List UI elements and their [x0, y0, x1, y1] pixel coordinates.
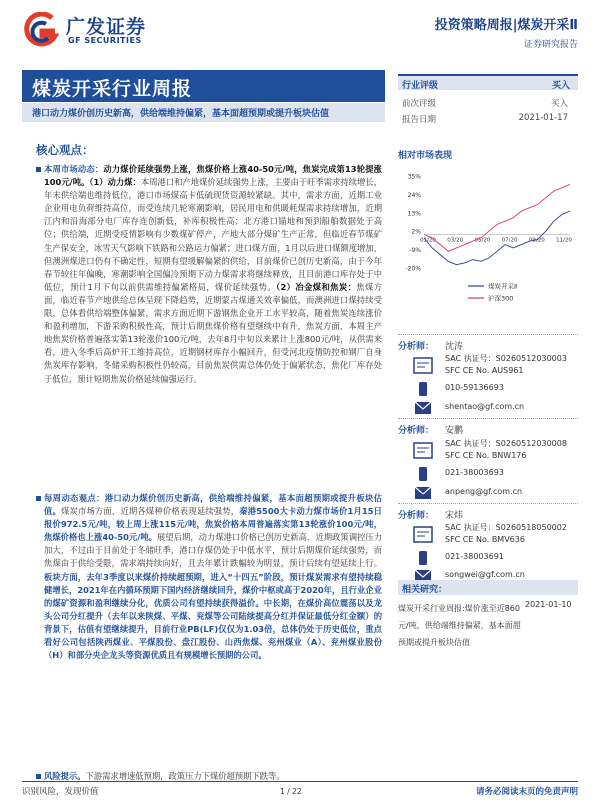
relative-performance-chart: [398, 168, 578, 322]
y-tick-label: 24%: [407, 191, 421, 199]
analyst-email[interactable]: songwei@gf.com.cn: [445, 570, 525, 579]
p2-text: 煤炭市场方面，近期各煤种价格表现延续强势，: [60, 506, 240, 517]
p2-bold2: 秦港5500大卡动力煤市场价1月15日报价972.5元/吨，较上周上涨115元/吨，焦炭价格本周普遍落实第13轮涨价100元/吨，焦煤价格也上涨40-50元/吨。: [44, 506, 382, 543]
analyst-sfc: SFC CE No. AUS961: [445, 366, 524, 375]
analyst-name: 宋炜: [445, 511, 464, 521]
footer-divider: [22, 781, 578, 782]
prev-rating-row: [398, 96, 578, 110]
x-tick-label: 05/20: [474, 237, 491, 244]
report-date-value: 2021-01-17: [518, 113, 568, 123]
certificate-icon: [412, 355, 434, 377]
p1-text: 本周港口和产地煤价延续强势上涨，主要由于旺季需求持续增长，年末供给端也维持低位，港口市场煤高卡低硫现货资源较紧缺。其中，需求方面，近期工业企业用电负荷维持高位，而受连续几轮寒潮影响，居民用电和供暖耗煤需求持续增加，近期江内和沿海部分电厂库存连创新低，补库积极性高；北方港口锚地和预到船舶数据处于高位；供给端，近期受疫情影响有少数煤矿停产，产地大部分煤矿生产正常，但临近春节煤矿生产保安全，冰雪天气影响下铁路和公路运力偏紧；进口煤方面，1月以后进口煤额度增加，但澳洲煤进口仍有不确定性，短期有望缓解偏紧的供给，目前煤价已创历史新高，由于今年春节较往年偏晚，寒潮影响全国偏冷预期下动力煤需求将继续释放，且目前港口库存处于中低位，预计1月下旬以前供需维持偏紧格局，煤价延续强势。: [44, 177, 382, 292]
analyst-label: 分析师：: [398, 342, 435, 352]
y-tick-label: 35%: [407, 173, 421, 181]
legend-label-0: 煤炭开采Ⅱ: [488, 282, 518, 291]
analyst-sac: SAC 执证号：S0260512030008: [445, 439, 567, 448]
series-line-0: [424, 211, 570, 265]
y-tick-label: 2%: [411, 228, 421, 236]
p2-highlight: 板块方面，去年3季度以来煤价持续超预期，进入“十四五”阶段，预计煤炭需求有望持续稳健增长，2021年在内循环预期下国内经济继续回升，煤价中枢或高于2020年，且行业企业的煤矿资源和盈利继续分化，优质公司有望持续获得溢价。中长期，在煤价高位震荡以及龙头公司分红提升（去年以来陕煤、平煤、兖煤等公司陆续提高分红并保证最低分红金额）的背景下，估值有望继续提升，目前行业PB(LF)仅仅为1.03倍，总体仍处于历史低位，重点看好公司包括陕西煤业、平煤股份、盘江股份、山西焦煤、兖州煤业（A）、兖州煤业股份（H）和部分央企龙头等资源优质且有规模增长预期的公司。: [44, 571, 382, 661]
email-icon: [414, 486, 432, 500]
x-tick-label: 03/20: [447, 237, 464, 244]
logo-text-cn: 广发证券: [66, 16, 147, 38]
analyst-sfc: SFC CE No. BMV636: [445, 535, 525, 544]
certificate-icon: [412, 524, 434, 546]
report-subtype: 证券研究报告: [523, 40, 578, 50]
report-date-row: [398, 112, 578, 126]
analyst-phone: 021-38003693: [445, 468, 504, 477]
analyst-sac: SAC 执证号：S0260518050002: [445, 523, 567, 532]
analyst-phone: 021-38003691: [445, 552, 504, 561]
report-type: 投资策略周报|煤炭开采Ⅱ: [434, 18, 578, 33]
core-view-heading: 核心观点：: [36, 143, 94, 157]
related-research-date: 2021-01-10: [525, 600, 572, 609]
rating-value: 买入: [551, 81, 570, 91]
analyst-sfc: SFC CE No. BNW176: [445, 451, 527, 460]
p1-lead: 本周市场动态：: [44, 164, 104, 174]
divider: [398, 418, 578, 419]
phone-icon: [414, 382, 432, 396]
email-icon: [414, 401, 432, 415]
analyst-name: 安鹏: [445, 426, 464, 436]
analyst-phone: 010-59136693: [445, 383, 504, 392]
company-logo: [22, 12, 172, 52]
rating-bar: [398, 74, 578, 90]
report-title-banner: [22, 70, 385, 102]
p3-bold: 风险提示。: [44, 771, 86, 781]
analyst-email[interactable]: anpeng@gf.com.cn: [445, 487, 523, 496]
certificate-icon: [412, 440, 434, 462]
x-tick-label: 11/20: [556, 237, 572, 244]
p2-text2: 展望后期，动力煤港口价格已创历史新高，近期政策调控压力加大，不过由于目前处于冬储旺季，港口存煤仍处于中低水平，预计后期煤价延续强势，而焦煤由于供给受限，需求端持续向好，且去年累计跌幅较为明显，预计后续有望延续上行。: [44, 532, 382, 569]
analyst-sac: SAC 执证号：S0260512030003: [445, 354, 567, 363]
y-tick-label: -9%: [409, 247, 421, 255]
logo-text-en: GF SECURITIES: [68, 36, 142, 45]
relative-performance-heading: 相对市场表现: [398, 151, 453, 161]
divider: [398, 503, 578, 504]
related-research-heading: 相关研究：: [402, 585, 448, 595]
legend-label-1: 沪深300: [488, 294, 514, 303]
x-tick-label: 07/20: [501, 237, 518, 244]
prev-rating-label: 前次评级: [402, 99, 437, 109]
prev-rating-value: 买入: [550, 99, 568, 109]
related-research-item[interactable]: 煤炭开采行业周报:煤价涨至近860元/吨，供给端维持偏紧，基本面超预期或提升板块估值: [398, 604, 521, 647]
p1-bold: 动力煤价延续强势上涨，焦煤价格上涨40-50元/吨，焦炭完成第13轮提涨100元/吨。（1）动力煤：: [44, 164, 382, 188]
bullet-icon: [36, 774, 41, 779]
series-line-1: [424, 184, 570, 251]
related-research-heading-bar: [398, 580, 578, 595]
y-tick-label: -20%: [405, 265, 421, 273]
weekly-view-paragraph: [44, 492, 382, 772]
analyst-label: 分析师：: [398, 511, 435, 521]
divider: [398, 334, 578, 335]
analyst-email[interactable]: shentao@gf.com.cn: [445, 402, 525, 411]
report-subtitle-banner: [22, 103, 385, 122]
bullet-icon: [36, 167, 41, 172]
footer-disclaimer: 请务必阅读末页的免责声明: [475, 787, 578, 797]
report-subtitle: 港口动力煤价创历史新高，供给端维持偏紧，基本面超预期或提升板块估值: [32, 109, 330, 119]
y-tick-label: 13%: [407, 210, 421, 218]
report-title: 煤炭开采行业周报: [32, 78, 193, 100]
page-header: [0, 0, 600, 64]
page-number: 1 / 22: [280, 787, 302, 796]
analyst-name: 沈涛: [445, 342, 464, 352]
p1-bold2: （2）冶金煤和焦炭：: [275, 281, 357, 292]
report-date-label: 报告日期: [402, 115, 437, 125]
gf-logo-icon: [22, 12, 60, 48]
p1-text2: 焦煤方面，临近春节产地供给总体呈现下降趋势，近期蒙古煤通关效率偏低，而澳洲进口煤持续受限，总体看供给端整体偏紧，需求方面近期下游钢焦企业开工水平较高，随着焦炭连续涨价和盈利增加，下游采购积极性高，预计后期焦煤价格有望继续中有升，焦炭方面，本周主产地焦炭价格普遍落实第13轮涨价100元/吨，去年8月中旬以来累计上涨800元/吨，从供需来看，进入冬季后高炉开工维持高位，近期钢材库存小幅回升，但受河北疫情防控和钢厂自身焦炭库存影响，冬储采购积极性仍较高，目前焦炭供需总体仍处于偏紧状态，焦化厂库存处于低位，预计短期焦炭价格延续偏强运行。: [44, 281, 382, 384]
analyst-label: 分析师：: [398, 426, 435, 436]
bullet-icon: [36, 496, 41, 501]
phone-icon: [414, 467, 432, 481]
phone-icon: [414, 551, 432, 565]
rating-label: 行业评级: [402, 81, 439, 91]
p3-text: 下游需求增速低预期，政策压力下煤价超预期下跌等。: [85, 771, 285, 781]
x-tick-label: 01/20: [420, 237, 436, 244]
p2-bold: 每周动态观点：港口动力煤价创历史新高，供给端维持偏紧，基本面超预期或提升板块估值。: [44, 493, 382, 517]
footer-slogan: 识别风险，发现价值: [22, 787, 99, 797]
market-dynamics-paragraph: [44, 163, 382, 493]
x-tick-label: 09/20: [528, 237, 545, 244]
